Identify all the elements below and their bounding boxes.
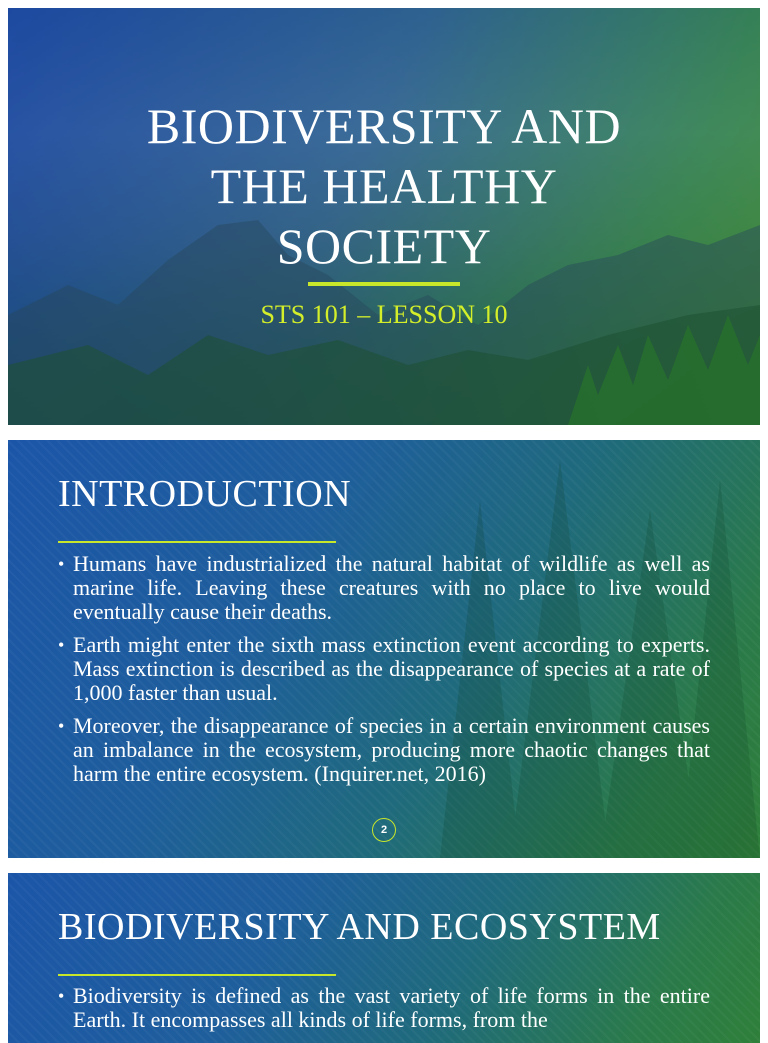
bullet-list — [58, 552, 710, 795]
introduction-slide — [8, 440, 760, 858]
biodiversity-slide — [8, 873, 760, 1043]
bullet-list — [58, 984, 710, 1041]
title-line: BIODIVERSITY AND — [146, 98, 622, 154]
bullet-item: • Moreover, the disappearance of species in a certain environment causes an imbalance in the ecosystem, producing more chaotic changes that harm the entire ecosystem. (Inquirer.net, 2016) — [58, 714, 710, 786]
title-line: SOCIETY — [276, 218, 492, 274]
bullet-item: • Humans have industrialized the natural habitat of wildlife as well as marine life. Leaving these creatures with no place to live would eventually cause their deaths. — [58, 552, 710, 624]
title-slide — [8, 8, 760, 425]
bullet-item: • Earth might enter the sixth mass extinction event according to experts. Mass extinction is described as the disappearance of species at a rate of 1,000 faster than usual. — [58, 633, 710, 705]
lesson-subtitle: STS 101 – LESSON 10 — [260, 300, 508, 329]
heading-divider — [58, 974, 336, 976]
slide-heading: BIODIVERSITY AND ECOSYSTEM — [58, 906, 661, 948]
slide-heading: INTRODUCTION — [58, 473, 352, 515]
bullet-item: • Biodiversity is defined as the vast variety of life forms in the entire Earth. It encompasses all kinds of life forms, from the — [58, 984, 710, 1032]
page-number: 2 — [372, 818, 396, 842]
title-divider — [308, 282, 460, 286]
presentation-title — [8, 96, 760, 276]
title-line: THE HEALTHY — [210, 158, 558, 214]
heading-divider — [58, 541, 336, 543]
